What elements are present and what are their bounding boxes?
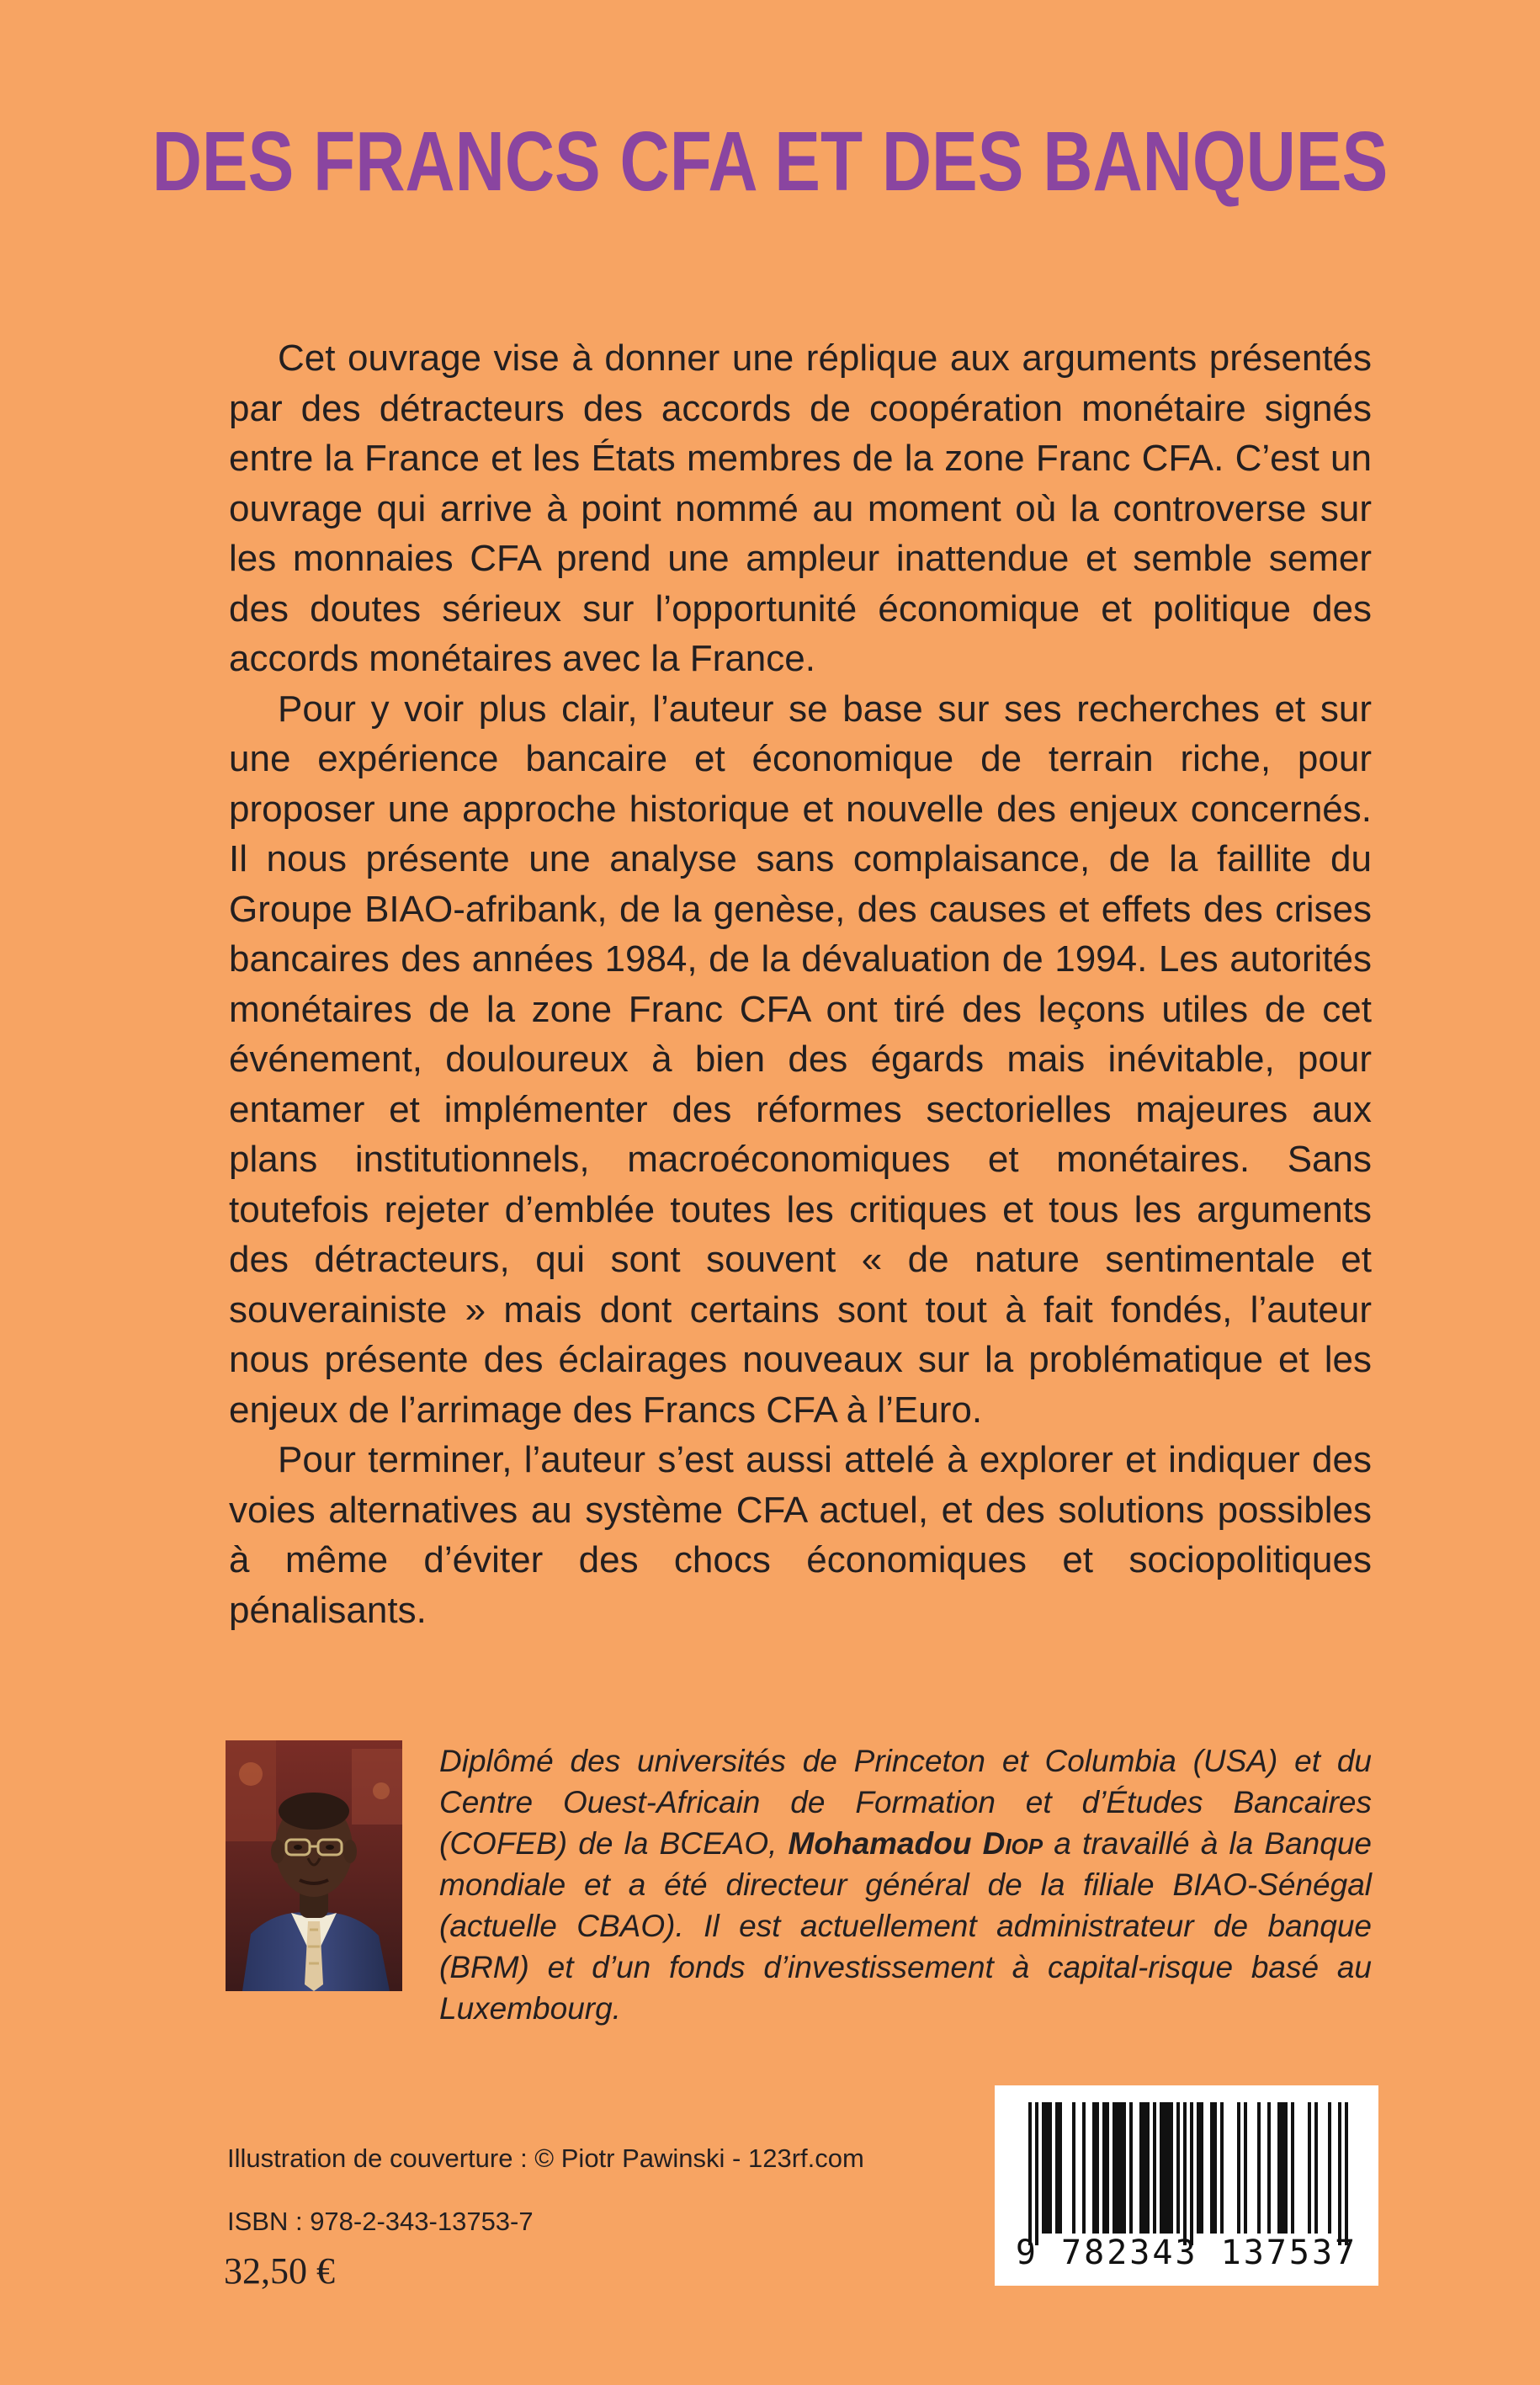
barcode-bar (1042, 2102, 1045, 2234)
barcode-bar (1284, 2102, 1288, 2234)
barcode-bar (1153, 2102, 1156, 2234)
barcode-bar (1106, 2102, 1109, 2234)
author-portrait-image (226, 1740, 402, 1991)
barcode-bar (1210, 2102, 1213, 2234)
barcode-bar (1113, 2102, 1116, 2234)
barcode-bar (1277, 2102, 1281, 2234)
summary-paragraph-3: Pour terminer, l’auteur s’est aussi attelé à explorer et indiquer des voies alternatives au système CFA actuel, et des solutions possibles à même d’éviter des chocs économiques et sociopolitiques pénalisants. (229, 1439, 1372, 1631)
barcode-bar (1163, 2102, 1166, 2234)
barcode-bar (1055, 2102, 1059, 2234)
barcode-bar (1028, 2102, 1032, 2245)
barcode-bar (1119, 2102, 1123, 2234)
barcode-bar (1200, 2102, 1203, 2234)
barcode-bar (1045, 2102, 1049, 2234)
barcode-bar (1338, 2102, 1341, 2245)
isbn: ISBN : 978-2-343-13753-7 (227, 2207, 534, 2236)
barcode-bar (1220, 2102, 1224, 2234)
barcode-bar (1197, 2102, 1200, 2234)
barcode-bar (1308, 2102, 1311, 2234)
barcode-bar (1092, 2102, 1096, 2234)
barcode-bar (1082, 2102, 1086, 2234)
summary-paragraph-2: Pour y voir plus clair, l’auteur se base sur ses recherches et sur une expérience bancaire et économique de terrain riche, pour proposer une approche historique et nouvelle des enjeux concernés. Il nous présente une analyse sans complaisance, de la faillite du Groupe BIAO-afribank, de la genèse, des causes et effets des crises bancaires des années 1984, de la dévaluation de 1994. Les autorités monétaires de la zone Franc CFA ont tiré des leçons utiles de cet événement, douloureux à bien des égards mais inévitable, pour entamer et implémenter des réformes sectorielles majeures aux plans institutionnels, macroéconomiques et monétaires. Sans toutefois rejeter d’emblée toutes les critiques et tous les arguments des détracteurs, qui sont souvent « de nature sentimentale et souverainiste » mais dont certains sont tout à fait fondés, l’auteur nous présente des éclairages nouveaux sur la problématique et les enjeux de l’arrimage des Francs CFA à l’Euro. (229, 688, 1372, 1431)
barcode-bar (1183, 2102, 1187, 2245)
barcode-bar (1139, 2102, 1143, 2234)
summary-paragraph-1: Cet ouvrage vise à donner une réplique aux arguments présentés par des détracteurs des accords de coopération monétaire signés entre la France et les États membres de la zone Franc CFA. C’est un ouvrage qui arrive à point nommé au moment où la controverse sur les monnaies CFA prend une ampleur inattendue et semble semer des doutes sérieux sur l’opportunité économique et politique des accords monétaires avec la France. (229, 337, 1372, 679)
barcode-bar (1072, 2102, 1075, 2234)
barcode-bar (1345, 2102, 1348, 2245)
barcode-bar (1291, 2102, 1294, 2234)
barcode-digits: 9 782343 137537 (1015, 2234, 1358, 2272)
barcode (995, 2085, 1378, 2286)
barcode-bar (1328, 2102, 1331, 2234)
author-bio-rest: a travaillé à la Banque mondiale et a été directeur général de la filiale BIAO-Sénégal (actuelle CBAO). Il est actuellement administrateur de banque (BRM) et d’un fonds d’investissement à capital-risque basé au Luxembourg. (439, 1826, 1372, 2026)
barcode-bar (1237, 2102, 1240, 2234)
barcode-bar (1096, 2102, 1099, 2234)
barcode-bar (1267, 2102, 1271, 2234)
barcode-bar (1190, 2102, 1193, 2245)
barcode-bar (1123, 2102, 1126, 2234)
author-bio-intro: Diplômé des universités de Princeton et Columbia (USA) et du Centre Ouest-Africain de Formation et d’Études Bancaires (COFEB) de la BCEAO, (439, 1744, 1372, 1861)
price: 32,50 € (224, 2250, 335, 2292)
barcode-bar (1244, 2102, 1247, 2234)
barcode-bar (1213, 2102, 1217, 2234)
author-first-name: Mohamadou (788, 1826, 972, 1861)
author-last-name: Diop (982, 1826, 1043, 1861)
barcode-bar (1035, 2102, 1038, 2245)
summary-text (229, 333, 1372, 1635)
cover-title: DES FRANCS CFA ET DES BANQUES (151, 114, 1389, 209)
barcode-bar (1143, 2102, 1146, 2234)
author-bio (439, 1740, 1372, 2029)
barcode-bar (1102, 2102, 1106, 2234)
barcode-bar (1116, 2102, 1119, 2234)
barcode-bar (1281, 2102, 1284, 2234)
cover-illustration-credit: Illustration de couverture : © Piotr Pawinski - 123rf.com (227, 2143, 864, 2173)
author-photo (226, 1740, 402, 1991)
barcode-bar (1166, 2102, 1170, 2234)
barcode-bar (1146, 2102, 1150, 2234)
barcode-bar (1176, 2102, 1180, 2234)
barcode-bar (1314, 2102, 1318, 2234)
barcode-bar (1129, 2102, 1133, 2234)
barcode-bar (1049, 2102, 1052, 2234)
barcode-bar (1257, 2102, 1261, 2234)
barcode-bar (1059, 2102, 1062, 2234)
barcode-bar (1170, 2102, 1173, 2234)
barcode-bar (1160, 2102, 1163, 2234)
